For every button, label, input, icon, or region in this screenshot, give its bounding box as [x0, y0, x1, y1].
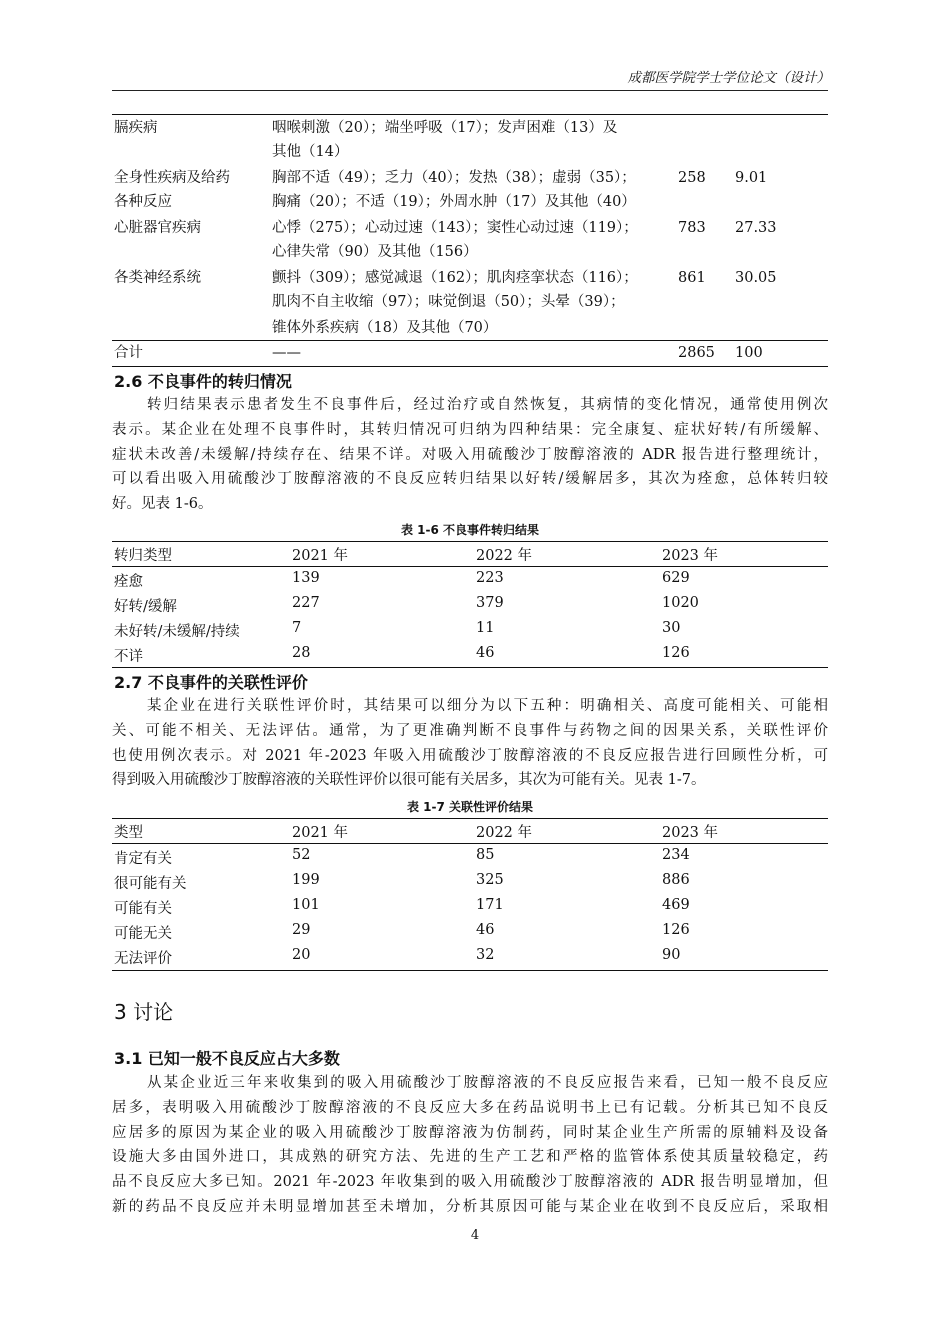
table-1-7-caption: 表 1-7 关联性评价结果 [406, 800, 534, 814]
table-cell: —— [272, 345, 301, 361]
table-cell: 可能有关 [114, 901, 172, 917]
paragraph-line: 症状未改善/未缓解/持续存在、结果不详。对吸入用硫酸沙丁胺醇溶液的 ADR 报告进行整理统计， [112, 446, 828, 463]
table-cell: 46 [476, 922, 495, 938]
table-header-cell: 2022 年 [476, 548, 533, 564]
table-1-6-bottom-rule [112, 667, 828, 668]
table-cell: 171 [476, 897, 504, 913]
table-cell: 心律失常（90）及其他（156） [272, 244, 478, 260]
section-3-heading: 3 讨论 [114, 1000, 174, 1024]
table-header-cell: 2021 年 [292, 548, 349, 564]
table-1-7-bottom-rule [112, 970, 828, 971]
paragraph-line: 可以看出吸入用硫酸沙丁胺醇溶液的不良反应转归结果以好转/缓解居多，其次为痊愈，总体转归较 [112, 471, 828, 488]
table-cell: 469 [662, 897, 690, 913]
table-1-7-top-rule [112, 818, 828, 819]
table-cell: 32 [476, 947, 495, 963]
table-cell: 861 [678, 270, 706, 286]
page-number: 4 [470, 1228, 480, 1243]
table-cell: 9.01 [735, 170, 768, 186]
table-cell: 锥体外系疾病（18）及其他（70） [272, 320, 498, 336]
table-header-cell: 2023 年 [662, 825, 719, 841]
table-cell: 85 [476, 847, 495, 863]
table-cell: 629 [662, 570, 690, 586]
table-1-6-caption: 表 1-6 不良事件转归结果 [400, 523, 540, 537]
table-cell: 325 [476, 872, 504, 888]
paragraph-line: 新的药品不良反应并未明显增加甚至未增加，分析其原因可能与某企业在收到不良反应后，采取相 [112, 1198, 828, 1215]
table-cell: 126 [662, 645, 690, 661]
table-cell: 咽喉刺激（20）；端坐呼吸（17）；发声困难（13）及 [272, 120, 618, 136]
table-cell: 100 [735, 345, 763, 361]
table-cell: 139 [292, 570, 320, 586]
table-cell: 223 [476, 570, 504, 586]
table-cell: 心悸（275）；心动过速（143）；窦性心动过速（119）； [272, 220, 638, 236]
table-cell: 11 [476, 620, 495, 636]
table-cell: 30 [662, 620, 681, 636]
table-cell: 肯定有关 [114, 851, 172, 867]
table-cell: 不详 [114, 649, 143, 665]
table-cell: 各种反应 [114, 194, 172, 210]
table-cell: 膈疾病 [114, 120, 158, 136]
paragraph-line: 居多，表明吸入用硫酸沙丁胺醇溶液的不良反应大多在药品说明书上已有记载。分析其已知不良反 [112, 1099, 828, 1116]
table-cell: 可能无关 [114, 926, 172, 942]
table-header-cell: 2023 年 [662, 548, 719, 564]
section-2-7-paragraph [112, 694, 828, 793]
table-cell: 痊愈 [114, 574, 143, 590]
paragraph-line: 设施大多由国外进口，其成熟的研究方法、先进的生产工艺和严格的监管体系使其质量较稳定，药 [112, 1149, 828, 1166]
table-cell: 很可能有关 [114, 876, 187, 892]
header-rule [112, 90, 828, 91]
table-cell: 52 [292, 847, 311, 863]
table-cell: 90 [662, 947, 681, 963]
table-cell: 其他（14） [272, 144, 349, 160]
paragraph-line: 好。见表 1-6。 [112, 496, 213, 513]
table-cell: 颤抖（309）；感觉减退（162）；肌肉痉挛状态（116）； [272, 270, 638, 286]
table-cell: 1020 [662, 595, 699, 611]
table-1-7-header-rule [112, 843, 828, 844]
table-cell: 29 [292, 922, 311, 938]
table-cell: 各类神经系统 [114, 270, 201, 286]
table-total-rule [112, 340, 828, 341]
paragraph-line: 表示。某企业在处理不良事件时，其转归情况可归纳为四种结果：完全康复、症状好转/有所缓解、 [112, 421, 828, 438]
table-cell: 7 [292, 620, 302, 636]
table-cell: 全身性疾病及给药 [114, 170, 230, 186]
paragraph-line: 关、可能不相关、无法评估。通常，为了更准确判断不良事件与药物之间的因果关系，关联性评价 [112, 722, 828, 739]
table-cell: 30.05 [735, 270, 777, 286]
paragraph-line: 得到吸入用硫酸沙丁胺醇溶液的关联性评价以很可能有关居多，其次为可能有关。见表 1-7。 [112, 772, 706, 789]
paragraph-line: 品不良反应大多已知。2021 年-2023 年收集到的吸入用硫酸沙丁胺醇溶液的 ADR 报告明显增加，但 [112, 1174, 828, 1191]
table-cell: 肌肉不自主收缩（97）；味觉倒退（50）；头晕（39）； [272, 294, 625, 310]
table-cell: 未好转/未缓解/持续 [114, 624, 240, 640]
section-2-6-heading: 2.6 不良事件的转归情况 [114, 372, 292, 391]
table-cell: 2865 [678, 345, 715, 361]
table-cell: 合计 [114, 345, 143, 361]
running-header: 成都医学院学士学位论文（设计） [627, 70, 830, 86]
table-cell: 心脏器官疾病 [114, 220, 201, 236]
table-cell: 27.33 [735, 220, 777, 236]
table-cont-bottom-rule [112, 366, 828, 367]
table-cell: 101 [292, 897, 320, 913]
table-header-cell: 类型 [114, 825, 143, 841]
table-cell: 胸部不适（49）；乏力（40）；发热（38）；虚弱（35）； [272, 170, 636, 186]
paragraph-line: 从某企业近三年来收集到的吸入用硫酸沙丁胺醇溶液的不良反应报告来看，已知一般不良反应 [147, 1075, 828, 1091]
table-cell: 无法评价 [114, 951, 172, 967]
table-1-6-header-rule [112, 566, 828, 567]
table-header-cell: 2021 年 [292, 825, 349, 841]
table-cell: 234 [662, 847, 690, 863]
paragraph-line: 转归结果表示患者发生不良事件后，经过治疗或自然恢复，其病情的变化情况，通常使用例次 [147, 397, 828, 413]
paragraph-line: 应居多的原因为某企业的吸入用硫酸沙丁胺醇溶液为仿制药，同时某企业生产所需的原辅料及设备 [112, 1124, 828, 1141]
table-header-cell: 转归类型 [114, 548, 172, 564]
table-cell: 胸痛（20）；不适（19）；外周水肿（17）及其他（40） [272, 194, 636, 210]
table-cell: 379 [476, 595, 504, 611]
table-cell: 46 [476, 645, 495, 661]
paragraph-line: 某企业在进行关联性评价时，其结果可以细分为以下五种：明确相关、高度可能相关、可能相 [147, 698, 828, 714]
table-cell: 199 [292, 872, 320, 888]
table-cell: 258 [678, 170, 706, 186]
table-cell: 20 [292, 947, 311, 963]
table-cont-top-rule [112, 114, 828, 115]
table-cell: 783 [678, 220, 706, 236]
section-3-1-heading: 3.1 已知一般不良反应占大多数 [114, 1049, 340, 1068]
section-2-6-paragraph [112, 393, 828, 517]
table-cell: 227 [292, 595, 320, 611]
table-cell: 28 [292, 645, 311, 661]
paragraph-line: 也使用例次表示。对 2021 年-2023 年吸入用硫酸沙丁胺醇溶液的不良反应报告进行回顾性分析，可 [112, 747, 828, 764]
section-3-1-paragraph [112, 1071, 828, 1220]
table-cell: 126 [662, 922, 690, 938]
table-cell: 好转/缓解 [114, 599, 177, 615]
section-2-7-heading: 2.7 不良事件的关联性评价 [114, 673, 308, 692]
table-cell: 886 [662, 872, 690, 888]
table-1-6-top-rule [112, 541, 828, 542]
table-header-cell: 2022 年 [476, 825, 533, 841]
